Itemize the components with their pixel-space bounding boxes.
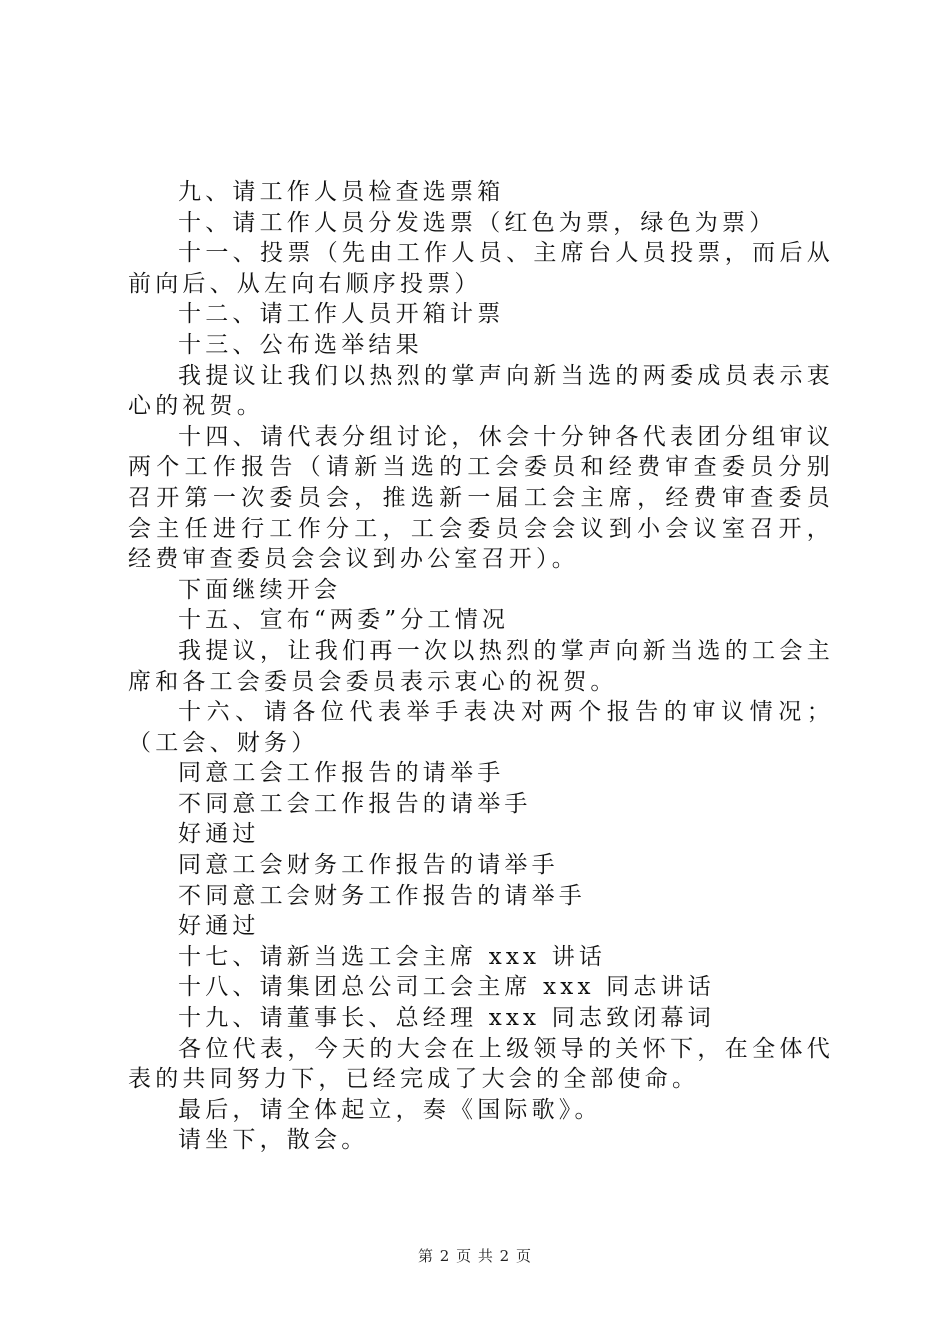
paragraph-vote-2: 不同意工会工作报告的请举手 [178,790,532,817]
paragraph-proposal-1: 我提议让我们以热烈的掌声向新当选的两委成员表示衷心的祝贺。 [128,362,834,420]
paragraph-continue: 下面继续开会 [178,576,342,603]
paragraph-vote-6: 好通过 [178,913,260,940]
paragraph-closing: 各位代表，今天的大会在上级领导的关怀下，在全体代表的共同努力下，已经完成了大会的全部使命。 [128,1035,834,1093]
paragraph-anthem: 最后，请全体起立，奏《国际歌》。 [178,1096,602,1123]
paragraph-item-15: 十五、宣布“两委”分工情况 [178,607,510,634]
paragraph-vote-5: 不同意工会财务工作报告的请举手 [178,882,586,909]
page-footer [0,1245,950,1266]
paragraph-vote-4: 同意工会财务工作报告的请举手 [178,852,559,879]
paragraph-item-13: 十三、公布选举结果 [178,331,423,358]
paragraph-item-19: 十九、请董事长、总经理 xxx 同志致闭幕词 [178,1005,715,1032]
paragraph-item-9: 九、请工作人员检查选票箱 [178,179,505,205]
document-body [128,177,834,1156]
paragraph-item-12: 十二、请工作人员开箱计票 [178,301,505,328]
paragraph-item-17: 十七、请新当选工会主席 xxx 讲话 [178,943,607,970]
paragraph-vote-1: 同意工会工作报告的请举手 [178,760,505,787]
paragraph-item-10: 十、请工作人员分发选票（红色为票，绿色为票） [178,209,777,236]
paragraph-item-16: 十六、请各位代表举手表决对两个报告的审议情况；（工会、财务） [128,699,834,756]
paragraph-adjourn: 请坐下，散会。 [178,1127,369,1154]
page-number-label: 第 2 页 共 2 页 [418,1247,532,1265]
paragraph-item-11: 十一、投票（先由工作人员、主席台人员投票，而后从前向后、从左向右顺序投票） [128,240,834,297]
paragraph-vote-3: 好通过 [178,821,260,848]
paragraph-item-14: 十四、请代表分组讨论，休会十分钟各代表团分组审议两个工作报告（请新当选的工会委员和经费审查委员分别召开第一次委员会，推选新一届工会主席，经费审查委员会主任进行工作分工，工会委员会会议到小会议室召开，经费审查委员会会议到办公室召开）。 [128,423,834,573]
paragraph-proposal-2: 我提议，让我们再一次以热烈的掌声向新当选的工会主席和各工会委员会委员表示衷心的祝贺。 [128,637,834,695]
paragraph-item-18: 十八、请集团总公司工会主席 xxx 同志讲话 [178,974,715,1001]
